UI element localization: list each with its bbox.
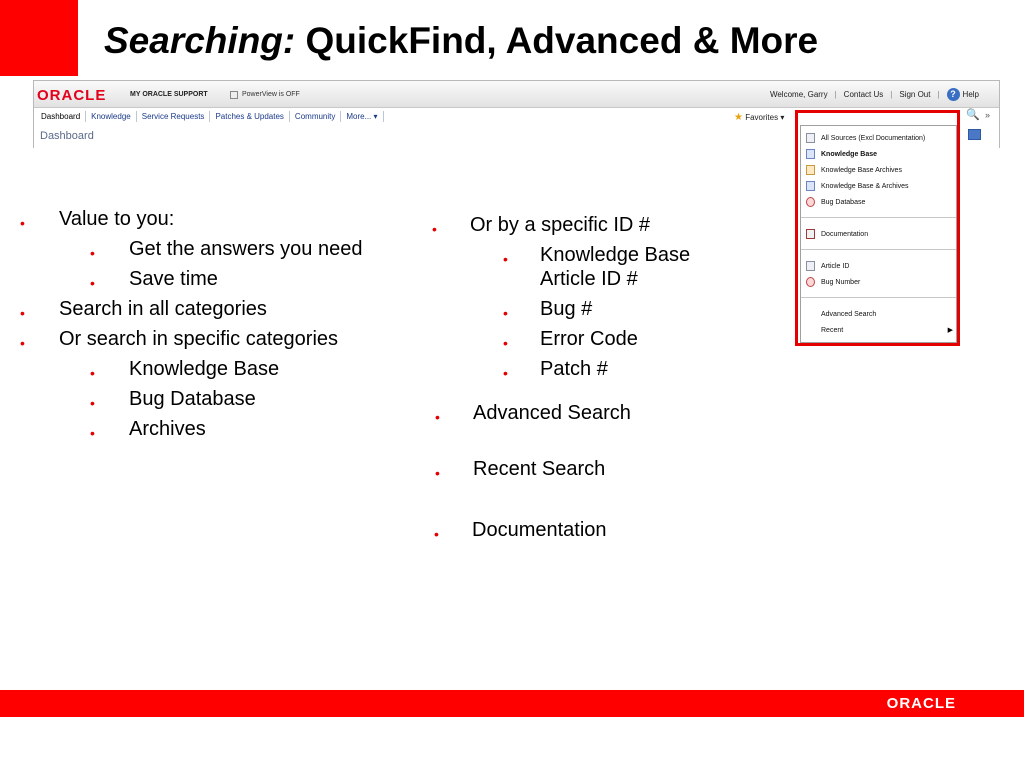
menu-item-label: Knowledge Base & Archives (821, 182, 909, 190)
divider: | (890, 90, 893, 99)
bullet-dot: • (90, 365, 95, 381)
blank-icon (806, 325, 815, 335)
bullet-dot: • (503, 335, 508, 351)
menu-item-label: Recent (821, 326, 844, 334)
bullet-dot: • (503, 251, 508, 267)
bullet-dot: • (435, 465, 440, 481)
page-title: Dashboard (40, 130, 94, 142)
menu-item-kb-archives[interactable] (806, 165, 902, 175)
oracle-footer-logo: ORACLE (886, 695, 956, 712)
tab-patches-updates[interactable]: Patches & Updates (210, 111, 289, 122)
bullet-dot: • (90, 395, 95, 411)
menu-item-kb-and-archives[interactable] (806, 181, 909, 191)
menu-divider (801, 217, 956, 218)
bullet-archives: Archives (129, 418, 206, 440)
menu-item-label: Bug Database (821, 198, 866, 206)
submenu-arrow-icon: ▶ (947, 327, 953, 334)
bullet-documentation: Documentation (472, 519, 607, 541)
help-link[interactable]: Help (962, 90, 979, 99)
menu-item-all-sources[interactable] (806, 133, 925, 143)
bullet-dot: • (90, 275, 95, 291)
menu-item-advanced-search[interactable] (806, 309, 876, 319)
knowledge-archives-icon (806, 181, 815, 191)
tab-more[interactable]: More... ▾ (341, 111, 383, 122)
menu-item-recent[interactable] (806, 325, 953, 335)
bullet-bug-db: Bug Database (129, 388, 256, 410)
bullet-dot: • (20, 305, 25, 321)
slide-title-rest: QuickFind, Advanced & More (295, 20, 819, 61)
bullet-dot: • (90, 425, 95, 441)
bullet-recent-search: Recent Search (473, 458, 606, 480)
menu-item-label: Documentation (821, 230, 869, 238)
menu-item-bug-number[interactable] (806, 277, 860, 287)
menu-item-article-id[interactable] (806, 261, 849, 271)
bullet-error-code: Error Code (540, 328, 638, 350)
menu-item-label: Knowledge Base (821, 150, 878, 158)
slide-title-italic: Searching: (104, 20, 296, 61)
document-icon (806, 133, 815, 143)
bullet-bug: Bug # (540, 298, 593, 320)
bullet-dot: • (435, 409, 440, 425)
bullet-dot: • (503, 365, 508, 381)
footer-bar (0, 690, 1024, 717)
contact-us-link[interactable]: Contact Us (843, 90, 884, 99)
bug-icon (806, 277, 815, 287)
menu-item-knowledge-base[interactable] (806, 149, 877, 159)
app-name: MY ORACLE SUPPORT (130, 91, 208, 98)
help-icon[interactable]: ? (947, 88, 960, 101)
bullet-advanced-search: Advanced Search (473, 402, 631, 424)
star-icon: ★ (734, 112, 743, 123)
oracle-logo: ORACLE (37, 87, 107, 104)
archive-icon (806, 165, 815, 175)
menu-item-label: Advanced Search (821, 310, 877, 318)
menu-item-documentation[interactable] (806, 229, 868, 239)
bullet-kb-article-1: Knowledge Base (540, 244, 691, 266)
blank-icon (806, 309, 815, 319)
favorites-label: Favorites ▾ (745, 113, 785, 122)
menu-item-label: Bug Number (821, 278, 861, 286)
divider: | (937, 90, 940, 99)
bullet-patch: Patch # (540, 358, 608, 380)
bug-icon (806, 197, 815, 207)
tab-dashboard[interactable]: Dashboard (36, 111, 86, 122)
sign-out-link[interactable]: Sign Out (899, 90, 931, 99)
powerview-status[interactable]: PowerView is OFF (242, 91, 300, 98)
welcome-text: Welcome, Garry (769, 90, 828, 99)
divider: | (834, 90, 837, 99)
search-icon[interactable]: 🔍 (966, 109, 980, 121)
bullet-dot: • (432, 221, 437, 237)
bullet-dot: • (434, 526, 439, 542)
search-source-menu-highlight (795, 110, 960, 346)
bullet-kb-article-2: Article ID # (540, 268, 638, 290)
bullet-answers: Get the answers you need (129, 238, 363, 260)
tab-knowledge[interactable]: Knowledge (86, 111, 137, 122)
double-chevron-icon[interactable]: » (985, 110, 991, 120)
tab-service-requests[interactable]: Service Requests (137, 111, 211, 122)
search-source-menu (800, 125, 957, 343)
article-icon (806, 261, 815, 271)
menu-item-label: Article ID (821, 262, 850, 270)
bullet-search-all: Search in all categories (59, 298, 267, 320)
menu-item-bug-database[interactable] (806, 197, 865, 207)
documentation-icon (806, 229, 815, 239)
bullet-value-to-you: Value to you: (59, 208, 175, 230)
knowledge-base-icon (806, 149, 815, 159)
bullet-specific-id: Or by a specific ID # (470, 214, 651, 236)
menu-divider (801, 249, 956, 250)
tab-community[interactable]: Community (290, 111, 341, 122)
menu-divider (801, 297, 956, 298)
bullet-dot: • (503, 305, 508, 321)
menu-item-label: All Sources (Excl Documentation) (821, 134, 926, 142)
book-icon[interactable] (968, 129, 981, 140)
bullet-search-specific: Or search in specific categories (59, 328, 339, 350)
bullet-dot: • (20, 335, 25, 351)
bullet-dot: • (20, 215, 25, 231)
bullet-kb: Knowledge Base (129, 358, 280, 380)
bullet-save-time: Save time (129, 268, 218, 290)
bullet-dot: • (90, 245, 95, 261)
menu-item-label: Knowledge Base Archives (821, 166, 902, 174)
top-links (770, 88, 979, 101)
